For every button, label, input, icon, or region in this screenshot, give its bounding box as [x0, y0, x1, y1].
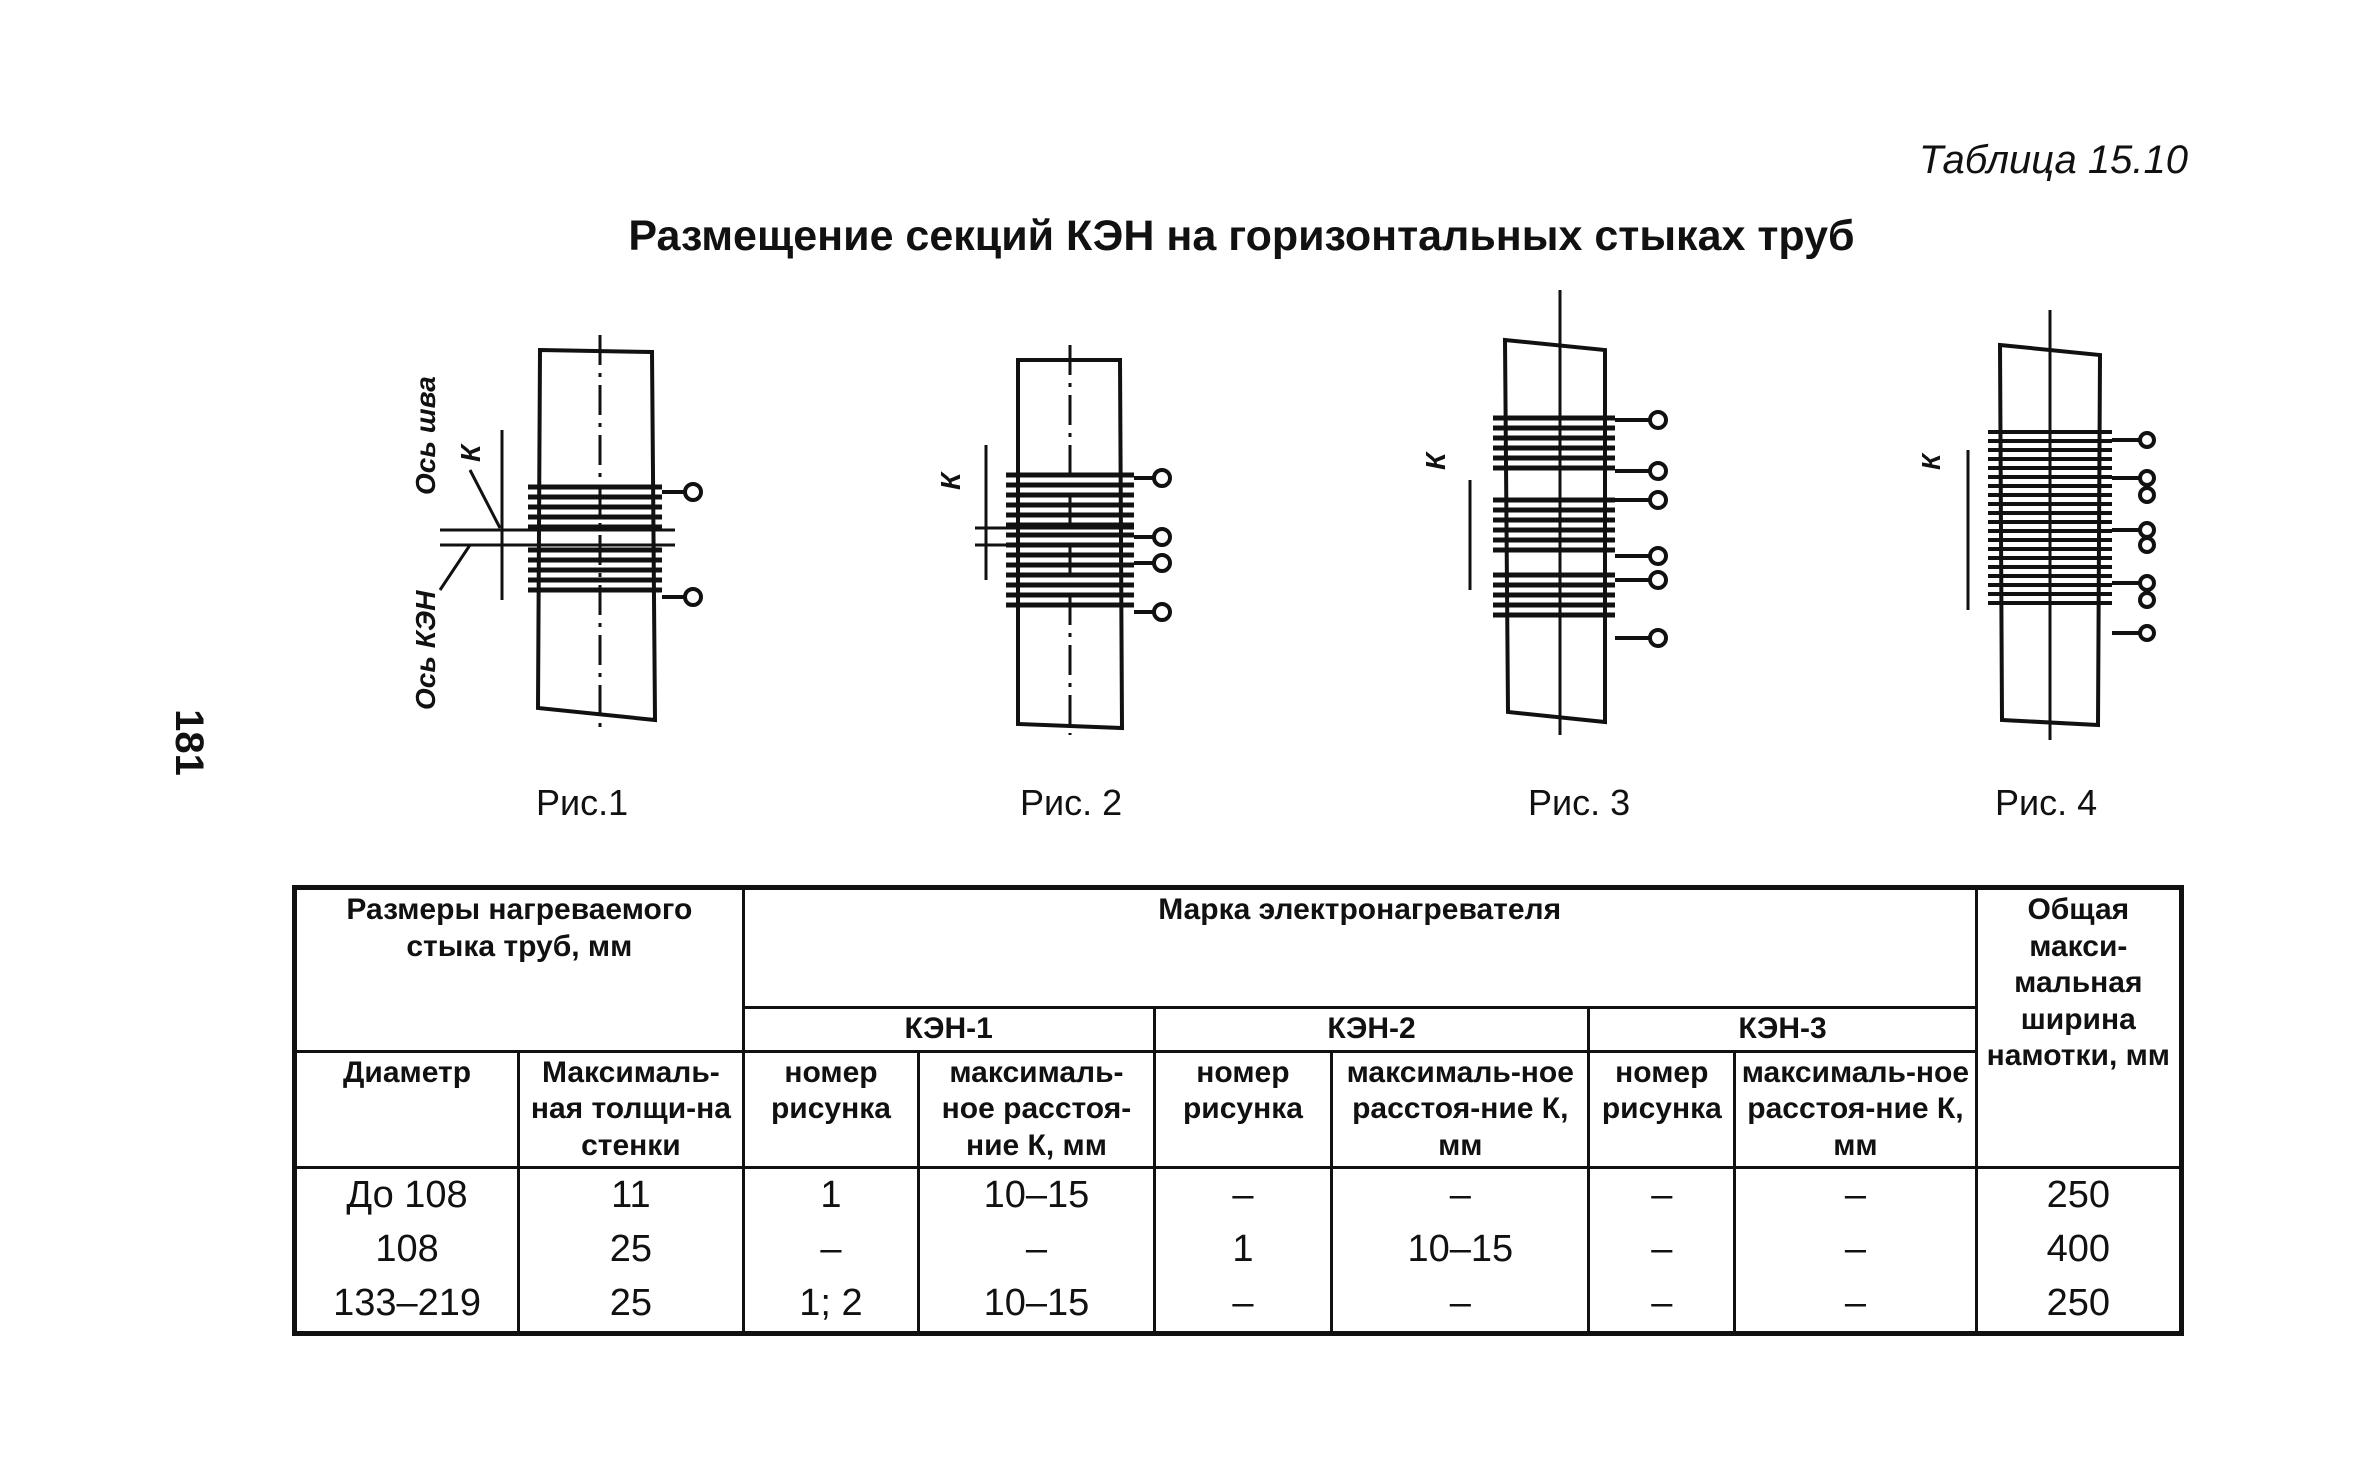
k-label-4: К [1916, 454, 1946, 470]
cell: – [1332, 1277, 1589, 1333]
page-number: 181 [166, 709, 211, 776]
cell: 25 [519, 1223, 744, 1277]
page-title: Размещение секций КЭН на горизонтальных стыках труб [628, 212, 1855, 260]
header-ken-2: КЭН-2 [1154, 1008, 1589, 1052]
cell: – [1154, 1277, 1332, 1333]
k-label-3: К [1420, 452, 1451, 470]
header-ken-3: КЭН-3 [1589, 1008, 1976, 1052]
figure-1-caption: Рис.1 [536, 782, 629, 823]
table-row [295, 1223, 2182, 1277]
cell: – [1589, 1223, 1735, 1277]
cell: 25 [519, 1277, 744, 1333]
table-row [295, 1277, 2182, 1333]
figure-3-diagram [1470, 290, 1666, 735]
cell: 133–219 [295, 1277, 519, 1333]
header-total-width: Общая макси-мальная ширина намотки, мм [1976, 888, 2181, 1168]
k-label-2: К [935, 472, 966, 490]
header-ken-1: КЭН-1 [743, 1008, 1154, 1052]
cell: 400 [1976, 1223, 2181, 1277]
cell: – [743, 1223, 919, 1277]
cell: – [1332, 1168, 1589, 1223]
header-dist-ken-2: максималь-ное расстоя-ние К, мм [1332, 1051, 1589, 1168]
header-diameter: Диаметр [295, 1051, 519, 1168]
table-row [295, 1168, 2182, 1223]
figures [0, 280, 2363, 760]
header-dist-ken-3: максималь-ное расстоя-ние К, мм [1735, 1051, 1976, 1168]
cell: 250 [1976, 1277, 2181, 1333]
cell: – [1589, 1168, 1735, 1223]
cell: 250 [1976, 1168, 2181, 1223]
figure-4-caption: Рис. 4 [1995, 782, 2098, 823]
figure-3-caption: Рис. 3 [1528, 782, 1631, 823]
cell: 108 [295, 1223, 519, 1277]
cell: 10–15 [919, 1168, 1154, 1223]
cell: – [919, 1223, 1154, 1277]
header-group-mark: Марка электронагревателя [743, 888, 1976, 1008]
cell: – [1735, 1277, 1976, 1333]
spec-table [292, 885, 2184, 1336]
figure-2-diagram [975, 345, 1170, 735]
header-group-sizes: Размеры нагреваемого стыка труб, мм [295, 888, 744, 1052]
cell: 11 [519, 1168, 744, 1223]
header-fig-ken-3: номер рисунка [1589, 1051, 1735, 1168]
cell: 1; 2 [743, 1277, 919, 1333]
figure-2-caption: Рис. 2 [1020, 782, 1123, 823]
cell: 1 [1154, 1223, 1332, 1277]
cell: – [1154, 1168, 1332, 1223]
figure-1-diagram [440, 335, 701, 735]
cell: – [1735, 1223, 1976, 1277]
ken-axis-label: Ось КЭН [410, 590, 441, 710]
header-thickness: Максималь-ная толщи-на стенки [519, 1051, 744, 1168]
cell: – [1735, 1168, 1976, 1223]
cell: – [1589, 1277, 1735, 1333]
weld-axis-label: Ось шва [410, 376, 441, 495]
figure-4-diagram [1968, 310, 2154, 740]
header-fig-ken-2: номер рисунка [1154, 1051, 1332, 1168]
cell: 10–15 [1332, 1223, 1589, 1277]
k-label-1: К [455, 444, 486, 462]
cell: До 108 [295, 1168, 519, 1223]
cell: 1 [743, 1168, 919, 1223]
table-reference: Таблица 15.10 [1918, 138, 2188, 182]
header-fig-ken-1: номер рисунка [743, 1051, 919, 1168]
cell: 10–15 [919, 1277, 1154, 1333]
header-dist-ken-1: максималь-ное расстоя-ние К, мм [919, 1051, 1154, 1168]
